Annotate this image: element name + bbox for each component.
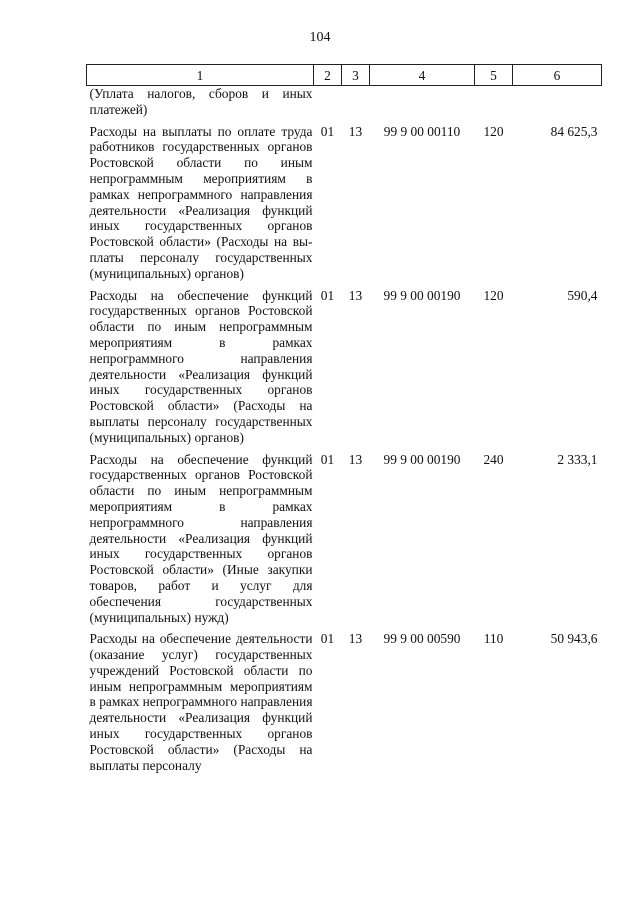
row-target-article: 99 9 00 00190	[383, 287, 461, 303]
row-amount: 2 333,1	[557, 451, 598, 467]
table-header	[87, 65, 602, 86]
row-section: 01	[320, 287, 335, 303]
table-row	[87, 452, 602, 632]
row-section: 01	[320, 123, 335, 139]
header-col-2: 2	[314, 65, 342, 86]
table-row	[87, 288, 602, 452]
table-row	[87, 631, 602, 779]
row-description: (Уплата налогов, сборов и иных платежей)	[89, 86, 313, 117]
row-description: Расходы на выплаты по оплате труда работников государственных органов Ростовской области по иным непрограммным мероприятиям в рамках непрограммного направления деятельности «Реализация функций иных государственных органов Ростовской области» (Расходы на выплаты персоналу государственных (муниципальных) органов)	[89, 123, 313, 281]
row-section: 01	[320, 451, 335, 467]
header-col-4: 4	[370, 65, 475, 86]
row-expense-type: 120	[483, 123, 504, 139]
row-expense-type: 110	[483, 631, 504, 647]
row-description: Расходы на обеспечение деятельности (оказание услуг) государственных учреждений Ростовской области по иным непрограммным мероприятиям в рамках непрограммного направления деятельности «Реализация функций иных государственных органов Ростовской области» (Расходы на выплаты персоналу	[89, 631, 313, 773]
row-target-article: 99 9 00 00190	[383, 451, 461, 467]
budget-table	[86, 64, 602, 779]
row-subsection: 13	[348, 123, 363, 139]
header-col-1: 1	[87, 65, 314, 86]
row-section: 01	[320, 631, 335, 647]
row-description: Расходы на обеспечение функций государственных органов Ростовской области по иным непрограммным мероприятиям в рамках непрограммного направления деятельности «Реализация функций иных государственных органов Ростовской области» (Расходы на выплаты персоналу государственных (муниципальных) органов)	[89, 287, 313, 445]
header-col-3: 3	[342, 65, 370, 86]
row-target-article: 99 9 00 00590	[383, 631, 461, 647]
row-amount: 84 625,3	[550, 123, 598, 139]
row-expense-type: 120	[483, 287, 504, 303]
row-amount: 50 943,6	[550, 631, 598, 647]
row-subsection: 13	[348, 631, 363, 647]
row-subsection: 13	[348, 287, 363, 303]
row-description: Расходы на обеспечение функций государственных органов Ростовской области по иным непрограммным мероприятиям в рамках непрограммного направления деятельности «Реализация функций иных государственных органов Ростовской области» (Иные закупки товаров, работ и услуг для обеспечения государственных (муниципальных) нужд)	[89, 451, 313, 625]
table-row	[87, 124, 602, 288]
row-expense-type: 240	[483, 451, 504, 467]
header-col-5: 5	[475, 65, 513, 86]
table-row-continuation	[87, 86, 602, 124]
row-target-article: 99 9 00 00110	[383, 123, 461, 139]
header-row	[87, 65, 602, 86]
header-col-6: 6	[513, 65, 602, 86]
row-subsection: 13	[348, 451, 363, 467]
row-amount: 590,4	[567, 287, 598, 303]
page-number: 104	[309, 30, 331, 45]
table-body	[87, 86, 602, 780]
